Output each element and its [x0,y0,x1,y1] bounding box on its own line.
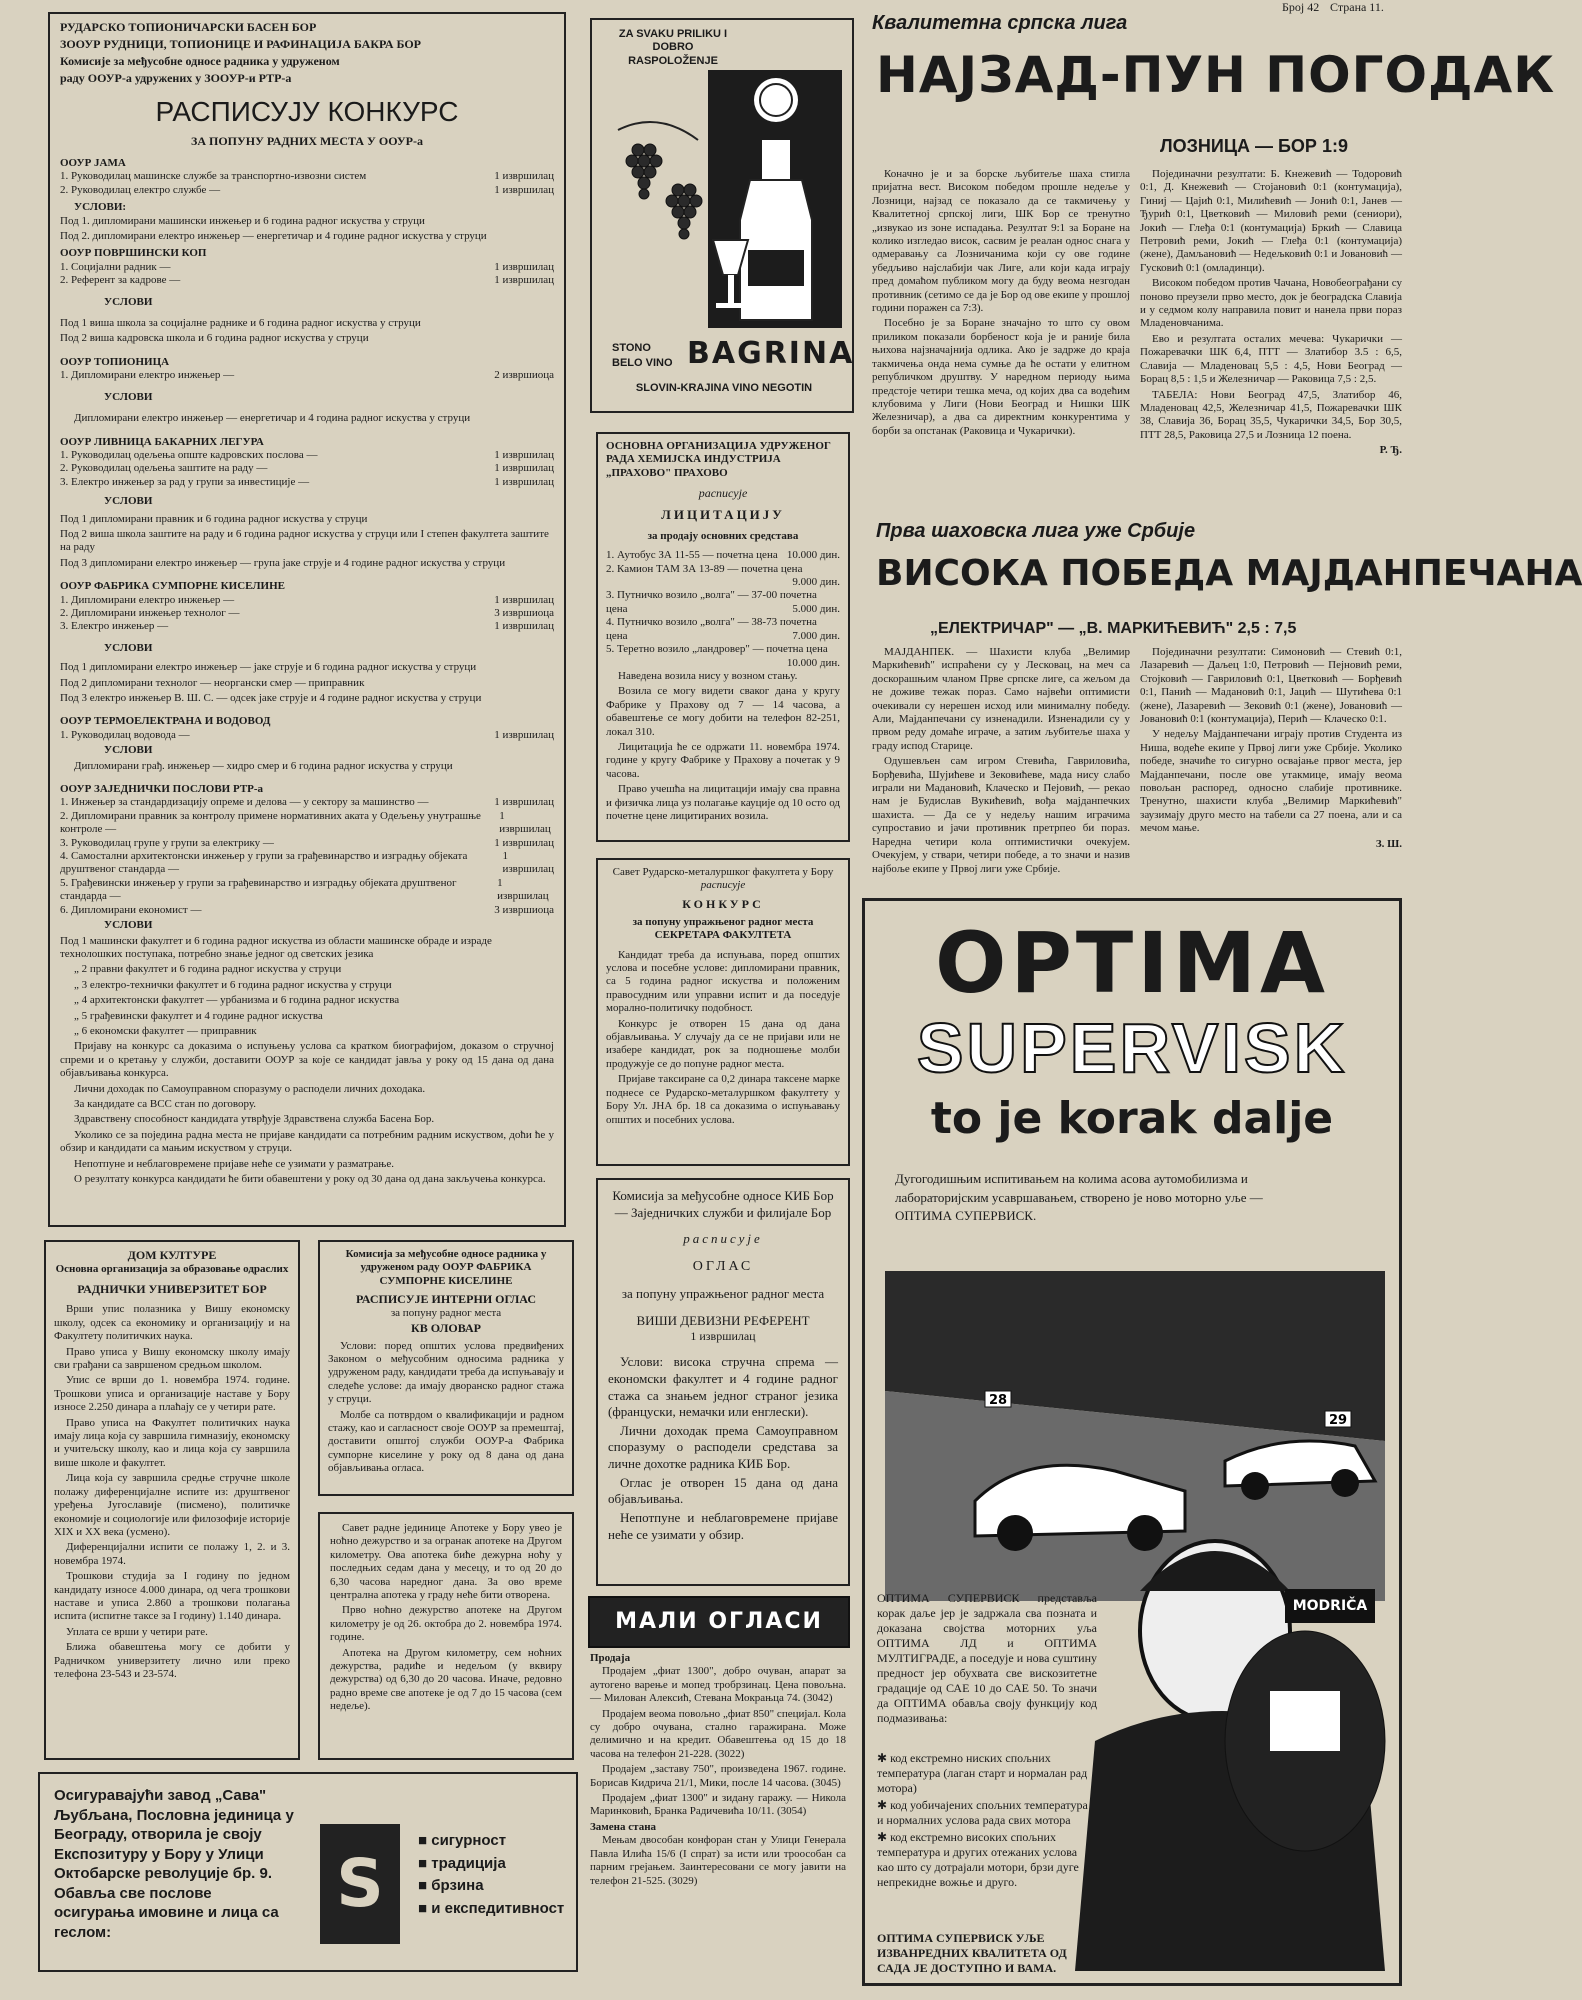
sava-insurance-ad [38,1772,578,1972]
licitacija-body: Наведена возила нису у возном стању. [618,669,798,682]
kib-org: Комисија за међусобне односе КИБ Бор — Заједничких служби и филијале Бор [612,1188,834,1220]
condition-text: Под 2 виша кадровска школа и 6 година радног искуства у струци [60,332,369,345]
condition-text: Под 1 машински факултет и 6 година радног искуства из области машинске обраде и израде технолошких поступака, потребно знање једног од светских језика [60,934,492,960]
motto-item: ■ сигурност [418,1832,507,1849]
mali-oglasi-content [590,1652,846,1890]
apoteka-body: Апотека на Другом километру, сем ноћних дежурства, радиће и недељом (у вквиру дежурства) од 6,30 до 20 часова. Иначе, редовно радно време све апотеке је од 7 до 15 часова (сем недеље). [330,1646,562,1713]
car-number-29: 29 [1329,1413,1348,1428]
position-row: 2. Руководилац електро службе — 1 извршилац [60,183,554,196]
section-head-livnica: ООУР ЛИВНИЦА БАКАРНИХ ЛЕГУРА [60,435,264,448]
classified-ad: Продајем веома повољно „фиат 850" специјал. Кола су добро очувана, стално гаражирана. Може делимично и на кредит. Обавештења од 15 до 18 часова на телефон 21-228. (3022) [590,1707,846,1760]
apoteka-body: Прво ноћно дежурство апотеке на Другом километру је од 26. октобра до 2. новембра 1974. године. [330,1604,562,1644]
chess1-headline: НАЈЗАД-ПУН ПОГОДАК [876,46,1556,104]
bagrina-wine-ad [590,18,854,413]
bagrina-bottom-text: SLOVIN-KRAJINA VINO NEGOTIN [635,382,813,394]
sekretar-konkurs-ad [596,858,850,1166]
optima-body: ОПТИМА СУПЕРВИСК представља корак даље јер је задржала сва позната и доказана својства моторних уља ОПТИМА ЛД и ОПТИМА МУЛТИГРАДЕ, а поседује и нова суштину предност јер обухвата све вискозитетне градације од САЕ 10 до САЕ 50. То значи да ОПТИМА обавља своју функцију код подмазивања: [877,1591,1097,1725]
optima-intro-line: ОПТИМА СУПЕРВИСК. [895,1208,1037,1224]
dom-kulture-org: Основна организација за образовање одраслих [55,1263,289,1275]
mali-oglasi-section: Продаја [590,1652,631,1664]
grapes-icon [626,144,702,239]
licitacija-body: Лицитација ће се одржати 11. новембра 1974. године у кругу Фабрике у Прахову а почетак у 9 часова. [606,740,840,780]
kib-body: Лични доходак према Самоуправном споразуму о расподели средстава за личне дохотке радника КИБ Бор. [608,1422,838,1472]
condition-text: Под 2 дипломирани технолог — неоргански смер — приправник [60,676,365,689]
dom-kulture-body: Врши упис полазника у Вишу економску школу, одсек са економику и организацију и на Факултету политичких наука. [54,1303,290,1343]
apoteka-body: Савет радне јединице Апотеке у Бору увео је ноћно дежурство и за огранак апотеке на Другом километру. Ова апотека биће дежурна ноћу у последњих седам дана у месецу, и то од 20 до 6,30 часова наредног дана. За ово време централна апотека у граду неће бити отворена. [330,1522,562,1602]
position-row: 1. Руководилац водовода — 1 извршилац [60,728,554,741]
sumporna-body: Молбе са потврдом о квалификацији и радном стажу, као и сагласност своје ООУР за премештај, доставити општој служби ООУР-а Фабрика сумпорне киселине у року од 8 дана од дана објављивања огласа. [328,1408,564,1475]
optima-brand: OPTIMA [934,914,1330,1012]
star-icon: ✱ [877,1830,891,1844]
bagrina-brand: BAGRINA [687,336,855,371]
bagrina-top-text: ZA SVAKU PRILIKU I DOBRO RASPOLOŽENJE [618,28,728,67]
optima-bullets [877,1751,1097,1892]
chess2-paragraph: Појединачни резултати: Симоновић — Стевић 0:1, Лазаревић — Даљец 1:0, Петровић — Пејновић реми, Стојковић — Гавриловић 0:1, Цветковић — Борђевић 0:1, Панић — Мадановић 0:1, Јацић — Шутићева 0:1 (жене), Лазаревић — Зековић 0:1 (жене), Јовановић — Јовановић 0:1 (контумација), Перић — Клаческо 0:1. [1140,646,1402,726]
optima-ad [862,898,1402,1986]
section-head-jama: ООУР ЈАМА [60,157,126,169]
sava-mottos [418,1830,564,1920]
optima-bullet: ✱ код екстремно високих спољних температура и других отежаних услова као што су дотрајали мотори, брзи дуге непрекидне вожње и друго. [877,1830,1079,1889]
section-head-kop: ООУР ПОВРШИНСКИ КОП [60,247,207,260]
sekretar-title: КОНКУРС [682,896,764,911]
section-head-fsk: ООУР ФАБРИКА СУМПОРНЕ КИСЕЛИНЕ [60,580,285,593]
condition-text: Под 2. дипломирани електро инжењер — енергетичар и 4 године радног искуства у струци [60,230,487,243]
conditions-head: УСЛОВИ: [74,201,127,214]
chess2-author: З. Ш. [1375,837,1402,850]
sekretar-body: Пријаве таксиране са 0,2 динара таксене марке поднесе се Рударско-металуршком факултету у Бору Ул. ЈНА бр. 18 са доказима о испуњавању општих и посебних услова. [606,1073,840,1126]
licitacija-title: ЛИЦИТАЦИЈУ [661,507,785,523]
sekretar-body: Кандидат треба да испуњава, поред општих услова и посебне услове: дипломирани правник, са 5 година радног искуства и положеним правосудним или управни испит и да поседује морално-политичку подобност. [606,948,840,1015]
konkurs-footer: Непотпуне и неблаговремене пријаве неће се узимати у разматрање. [74,1157,394,1170]
licitacija-item: 2. Камион ТАМ ЗА 13-89 — почетна цена 9.000 дин. [606,562,840,589]
position-row: 1. Дипломирани електро инжењер — 1 извршилац [60,593,554,606]
position-row: 2. Дипломирани правник за контролу примене нормативних аката у Одељењу унутрашње контроле — 1 извршилац [60,809,551,836]
chess2-column-2 [1140,646,1402,853]
kib-body: Услови: висока стручна спрема — економски факултет и 4 године радног стажа са знањем једног страног језика (француски, немачки или енглески). [608,1354,838,1420]
car-number-28: 28 [989,1393,1008,1408]
kib-title: ОГЛАС [692,1258,754,1274]
sumporna-oglas-ad [318,1240,574,1496]
chess1-paragraph: Коначно је и за борске љубитеље шаха стигла пријатна вест. Високом победом прошле недеље у Лозници, најзад се показало да се такмичењу у Квалитетној српској лиги, ШК Бор се тренутно „извукао из зоне испадања. Резултат 9:1 за Боране на колико изгледао висок, сасвим је реалан однос снага у одмеравању са Лозничанима који су ове године убедљиво најслабији чак Лиге, али који када играју пред домаћом публиком могу да буду веома незгодан противник (сетимо се да је Бор од ове екипе у прошлој години поражен са 7:3). [872,168,1130,315]
sumporna-body: Услови: поред општих услова предвиђених Законом о међусобним односима радника у удруженом раду, кандидати треба да испуњавају и следеће услове: да имају дворанско радног стажа у струци. [328,1339,564,1406]
konkurs-org-line: ЗООУР РУДНИЦИ, ТОПИОНИЦЕ И РАФИНАЦИЈА БАКРА БОР [60,37,422,51]
classified-ad: Продајем „фиат 1300" и зидану гаражу. — Никола Маринковић, Бранка Радичевића 10/11. (3054) [590,1792,846,1818]
position-row: 1. Руководилац одељења опште кадровских послова — 1 извршилац [60,448,554,461]
kib-body: Оглас је отворен 15 дана од дана објављивања. [608,1474,838,1507]
square-bullet-icon: ■ [418,1899,432,1917]
optima-bullet: ✱ код екстремно ниских спољних температура (лаган старт и нормалан рад мотора) [877,1751,1088,1795]
sumporna-position: КВ ОЛОВАР [411,1320,481,1335]
belo-vino-label: BELO VINO [612,357,673,369]
kib-verb: расписује [683,1231,763,1247]
konkurs-footer: О резултату конкурса кандидати ће бити обавештени у року од 30 дана од дана закључења конкурса. [74,1173,546,1185]
kib-subtitle: за попуну упражњеног радног места [621,1286,825,1302]
chess2-paragraph: У недељу Мајданпечани играју против Студента из Ниша, водеће екипе у Првој лиги уже Србије. Уколико победе, значиће то сигурно освајање првог места, јер Мајданпечани, после ове утакмице, имају веома повољан распоред, односно слабије противнике. Тренутно, шахисти клуба „Велимир Маркићевић" заузимају друго место на табели са 27 поена, али и са мечом мање. [1140,728,1402,835]
sumporna-title: РАСПИСУЈЕ ИНТЕРНИ ОГЛАС [355,1292,537,1307]
position-row: 3. Електро инжењер — 1 извршилац [60,620,554,633]
kib-position: ВИШИ ДЕВИЗНИ РЕФЕРЕНТ [636,1312,810,1328]
dom-kulture-body: Диференцијални испити се полажу 1, 2. и 3. новембра 1974. [54,1541,290,1567]
position-row: 2. Дипломирани инжењер технолог — 3 извршиоца [60,606,554,619]
chess1-author: Р. Ђ. [1379,444,1402,457]
chess1-paragraph: Високом победом против Чачана, Новобеограђани су поново преузели прво место, док је београдска Славија и у седмом колу направила повит и нанела први пораз Младеновчанима. [1140,277,1402,330]
condition-text: Под 1 дипломирани електро инжењер — јаке струје и 6 година радног искуства у струци [60,661,477,674]
konkurs-org-header [60,20,554,86]
chess1-score: ЛОЗНИЦА — БОР 1:9 [1160,136,1348,156]
licitacija-item: 1. Аутобус ЗА 11-55 — почетна цена 10.000 дин. [606,549,840,562]
condition-text: Дипломирани грађ. инжењер — хидро смер и 6 година радног искуства у струци [74,759,453,772]
licitacija-item: 3. Путничко возило „волга" — 37-00 почетна цена 5.000 дин. [606,589,840,615]
bottle-neck [762,140,790,180]
classified-ad: Продајем „заставу 750", произведена 1967. године. Борисав Кидрича 21/1, Мики, после 14 часова. (3045) [590,1763,846,1789]
condition-text: Под 1 виша школа за социјалне раднике и 6 година радног искуства у струци [60,317,421,330]
chess2-column-1 [872,646,1130,878]
chess1-paragraph: Посебно је за Боране значајно то што су овом приликом показали борбеност која је и раније била њихова најзначајнија одлика. Ако је задрже до краја такмичења онда нема сумње да ће остати у елитном републичком друштву. У наредном периоду њима предстоје четири тешка меча, од којих два са водећим клубовима у Лиги (Нови Београд и Нишки ШК Железничар), а два са директним конкурентима у борби за опстанак (Раковица и Чукарички). [872,317,1130,437]
chess1-paragraph: ТАБЕЛА: Нови Београд 47,5, Златибор 46, Младеновац 42,5, Железничар 41,5, Пожаревачки ШК 38, Славија 36, Борац 35,5, Чукарички 34,5, Бор 30,5, ПТТ 28,5, Раковица 27,5 и Лозница 12 поена. [1140,388,1402,441]
konkurs-footer: За кандидате са ВСС стан по договору. [74,1097,257,1110]
condition-text: „ 2 правни факултет и 6 година радног искуства у струци [74,963,342,976]
position-row: 5. Грађевински инжењер у групи за грађевинарство и изградњу објеката друштвеног стандарда — 1 извршилац [60,876,549,903]
chess1-paragraph: Појединачни резултати: Б. Кнежевић — Тодоровић 0:1, Д. Кнежевић — Стојановић 0:1 (контумација), Гиниј — Цајић 0:1, Милићевић — Јонић 0:1, Јанев — Ђурић 0:1, Цветковић — Миловић реми (сениори), Јокић — Глеђа 0:1 (контумација) Бркић — Славица Петровић реми, Јокић — Глеђа 0:1 (контумација) (жене), Дамљановић — Недељковић 0:1 и Јовановић — Гусковић 0:1 (омладинци). [1140,168,1402,274]
optima-intro-line: лабораторијским усавршавањем, створено је ново моторно уље — [895,1189,1263,1205]
mali-oglasi-banner [588,1596,850,1648]
sekretar-verb: расписује [700,879,746,892]
wine-illustration [598,70,848,330]
section-head-zp: ООУР ЗАЈЕДНИЧКИ ПОСЛОВИ РТР-а [60,783,264,796]
licitacija-item: 4. Путничко возило „волга" — 38-73 почетна цена 7.000 дин. [606,616,840,642]
issue-number: Број 42 [1282,0,1320,14]
dom-kulture-body: Право уписа у Вишу економску школу имају сви грађани са завршеном средњом школом. [54,1345,290,1372]
dom-kulture-body: Право уписа на Факултет политичких наука имају лица која су завршила гимназију, економску и учитељску школу, као и лица која су завршила више школе и факултет. [54,1416,290,1469]
kib-body: Непотпуне и неблаговремене пријаве неће се узимати у обзир. [608,1509,838,1542]
konkurs-rtb-ad [48,12,566,1227]
square-bullet-icon: ■ [418,1832,432,1849]
dom-kulture-body: Упис се врши до 1. новембра 1974. године. Трошкови уписа и организације наставе у Бору износе 2.250 динара а плаћају се у четири рате. [54,1374,290,1414]
licitacija-ad [596,432,850,842]
konkurs-footer: Здравствену способност кандидата утврђује Здравствена служба Басена Бор. [74,1113,435,1126]
motto-item: ■ и експедитивност [418,1899,565,1917]
condition-text: „ 6 економски факултет — приправник [74,1024,257,1037]
position-row: 1. Дипломирани електро инжењер — 2 извршиоца [60,369,554,382]
sava-logo-letter: S [336,1845,384,1922]
konkurs-footer: Пријаву на конкурс са доказима о испуњењу услова са кратком биографијом, доказом о стручној спреми и о кретању у служби, доставити ООУР за које се кандидат јавља у року од 15 дана од дана објављивања конкурса. [60,1040,554,1080]
konkurs-org-line: РУДАРСКО ТОПИОНИЧАРСКИ БАСЕН БОР [60,20,317,34]
position-row: 6. Дипломирани економист — 3 извршиоца [60,903,554,916]
stono-label: STONO [612,342,651,354]
optima-slogan: to je korak dalje [930,1093,1334,1144]
sava-text: Осигуравајући завод „Сава" Љубљана, Пословна јединица у Београду, отворила је своју Експозитуру у Бору у Улици Октобарске револуције бр. 9. Обавља све послове осигурања имовине и лица са геслом: [54,1787,294,1941]
square-bullet-icon: ■ [418,1854,432,1872]
licitacija-verb: расписује [698,486,748,501]
motto-item: ■ традиција [418,1854,506,1872]
condition-text: „ 3 електро-технички факултет и 6 година радног искуства у струци [74,978,392,991]
square-bullet-icon: ■ [418,1877,432,1894]
conditions-head: УСЛОВИ [104,390,153,403]
konkurs-footer: Лични доходак по Самоуправном споразуму о расподели личних доходака. [74,1082,426,1095]
supervisk-brand: SUPERVISK [916,1009,1348,1087]
conditions-head: УСЛОВИ [104,641,153,654]
chess2-paragraph: МАЈДАНПЕК. — Шахисти клуба „Велимир Маркићевић" испраћени су у Лесковац, на меч са доскорашњим чланом Прве српске лиге, са жељом да не доживе тежак пораз. Само највећи оптимисти очекивали су нерешен исход или минималну победу. Али, Мајданпечани су изненадили. Изненадили су у првом реду домаће играче, а затим љубитеље шаха у граду испод Старице. [872,646,1130,752]
dom-kulture-body: Трошкови студија за I годину по једном кандидату износе 4.000 динара, од чега трошкови наставе и уписа 2.860 а трошкови полагања испита (испитне таксе за I годину) 1.140 динара. [54,1570,290,1623]
condition-text: Под 3 електро инжењер В. Ш. С. — одсек јаке струје и 4 године радног искуства у струци [60,692,482,704]
chess1-paragraph: Ево и резултата осталих мечева: Чукарички — Пожаревачки ШК 6,4, ПТТ — Златибор 3.5 : 6,5, Славија — Младеновац 5,5 : 4,5, Нови Београд — Борац 8,5 : 1,5 и Железничар — Раковица 7,5 : 2,5. [1140,332,1402,386]
position-row: 3. Електро инжењер за рад у групи за инвестиције — 1 извршилац [60,475,554,488]
licitacija-subtitle: за продају основних средстава [647,529,799,542]
chess2-kicker: Прва шаховска лига уже Србије [876,520,1196,542]
position-row: 2. Руководилац одељења заштите на раду — 1 извршилац [60,462,554,475]
sekretar-subtitle: за попуну упражњеног радног места СЕКРЕТАРА ФАКУЛТЕТА [632,915,814,942]
sumporna-subtitle: за попуну радног места [390,1307,502,1320]
dom-kulture-ad [44,1240,300,1760]
apoteka-notice [318,1512,574,1760]
dom-kulture-body: Ближа обавештења могу се добити у Радничком универзитету лично или преко телефона 23-543 и 23-574. [54,1641,290,1680]
classified-ad: Продајем „фиат 1300", добро очуван, апарат за аутогено варење и мопед тробрзинац. Цена повољна. — Милован Алексић, Стевана Мокрањца 74. (3042) [590,1665,846,1705]
chess2-headline: ВИСОКА ПОБЕДА МАЈДАНПЕЧАНА [876,553,1582,594]
dom-kulture-body: Лица која су завршила средње стручне школе полажу диференцијалне испите из: друштвеног уређења Југославије (писмено), политичке економије и социологије или филозофије историје XIX и XX века (усмено). [54,1472,290,1538]
sumporna-org: Комисија за међусобне односе радника у удруженом раду ООУР ФАБРИКА СУМПОРНЕ КИСЕЛИНЕ [345,1248,547,1287]
licitacija-body: Право учешћа на лицитацији имају сва правна и физичка лица уз полагање кауције од 10 осто од почетне цене лицитираних возила. [606,783,840,822]
mali-oglasi-section: Замена стана [590,1820,657,1833]
sekretar-body: Конкурс је отворен 15 дана од дана објављивања. У случају да се не пријави или не изабере кандидат, рок за подношење молби продужује се до попуне радног места. [606,1017,840,1070]
modrica-logo: MODRIČA [1285,1589,1375,1623]
konkurs-footer: Уколико се за поједина радна места не пријаве кандидати са потребним радним искуством, доћи ће у обзир и кандидати са мањим искуством у струци. [60,1128,554,1155]
kib-count: 1 извршилац [690,1329,756,1344]
classified-ad: Мењам двособан конфоран стан у Улици Генерала Павла Илића 15/6 (I спрат) за исти или троособан са парним грејањем. Заинтересовани се могу јавити на телефон 21-525. (3029) [590,1834,846,1887]
konkurs-subtitle: ЗА ПОПУНУ РАДНИХ МЕСТА У ООУР-а [190,134,423,148]
star-icon: ✱ [877,1751,891,1765]
condition-text: „ 5 грађевински факултет и 4 године радног искуства [74,1009,323,1022]
position-row: 4. Самостални архитектонски инжењер у групи за грађевинарство и изградњу објеката друштвеног стандарда — 1 извршилац [60,850,554,876]
motto-item: ■ брзина [418,1877,484,1894]
conditions-head: УСЛОВИ [104,495,153,508]
condition-text: Под 1 дипломирани правник и 6 година радног искуства у струци [60,512,368,525]
page-number: Страна 11. [1330,0,1384,14]
radnicki-univerzitet: РАДНИЧКИ УНИВЕРЗИТЕТ БОР [77,1282,267,1297]
position-row: 1. Руководилац машинске службе за транспортно-извозни систем 1 извршилац [60,170,554,183]
optima-intro [895,1171,1375,1227]
mali-oglasi-title: МАЛИ ОГЛАСИ [615,1609,823,1634]
position-row: 2. Референт за кадрове — 1 извршилац [60,274,554,287]
chess2-paragraph: Одушевљен сам игром Стевића, Гавриловића, Борђевића, Шујићеве и Зековићеве, мада нису слабо играли ни Мадановић, Клаческо и Пејовић, — рекао нам је Будислав Вукићевић, вођа мајданпечких шахиста. — Да се у недељу нашим играчима супроставио и јачи противник претрпео би пораз. Наредна четири кола оптимистички очекујем. Очекујем, у ствари, четири победе, а то значи и назив најбоље екипе у Првој лиги уже Србије. [872,755,1130,875]
condition-text: Под 2 виша школа заштите на раду и 6 година радног искуства у струци или I степен факултета заштите на раду [60,527,549,554]
position-row: 1. Инжењер за стандардизацију опреме и делова — у сектору за машинство — 1 извршилац [60,796,554,809]
condition-text: Дипломирани електро инжењер — енергетичар и 4 година радног искуства у струци [74,412,471,425]
vine-stem [618,122,698,140]
dom-kulture-head: ДОМ КУЛТУРЕ [127,1248,217,1262]
conditions-head: УСЛОВИ [104,295,153,308]
licitacija-body: Возила се могу видети сваког дана у кругу Фабрике у Прахову од 7 — 14 часова, а обавештење се могу добити на телефон 82-251, локал 310. [606,685,840,738]
condition-text: Под 3 дипломирани електро инжењер — група јаке струје и 4 године радног искуства у струци [60,556,506,569]
chess1-column-2 [1140,168,1402,460]
position-row: 1. Социјални радник — 1 извршилац [60,260,554,273]
section-head-te: ООУР ТЕРМОЕЛЕКТРАНА И ВОДОВОД [60,715,271,728]
optima-intro-line: Дугогодишњим испитивањем на колима асова аутомобилизма и [895,1171,1248,1186]
condition-text: „ 4 архитектонски факултет — урбанизма и 6 година радног искуства [74,994,400,1007]
position-row: 3. Руководилац групе у групи за електрику — 1 извршилац [60,836,554,849]
star-icon: ✱ [877,1798,891,1812]
optima-bullet: ✱ код уобичајених спољних температура и нормалних услова рада свих мотора [877,1798,1088,1827]
condition-text: Под 1. дипломирани машински инжењер и 6 година радног искуства у струци [60,214,425,227]
optima-closing: ОПТИМА СУПЕРВИСК УЉЕ ИЗВАНРЕДНИХ КВАЛИТЕТА ОД САДА ЈЕ ДОСТУПНО И ВАМА. [877,1931,1067,1975]
chess1-kicker: Квалитетна српска лига [872,12,1128,34]
sekretar-org: Савет Рударско-металуршког факултета у Бору [612,866,834,878]
licitacija-org: ОСНОВНА ОРГАНИЗАЦИЈА УДРУЖЕНОГ РАДА ХЕМИЈСКА ИНДУСТРИЈА „ПРАХОВО" ПРАХОВО [606,440,831,479]
kib-oglas-ad [596,1178,850,1586]
conditions-head: УСЛОВИ [104,919,153,932]
section-head-topionica: ООУР ТОПИОНИЦА [60,355,170,368]
konkurs-org-line: Комисије за међусобне односе радника у удруженом [60,54,340,68]
chess2-score: „ЕЛЕКТРИЧАР" — „В. МАРКИЋЕВИЋ" 2,5 : 7,5 [930,620,1297,637]
chess1-column-1 [872,168,1130,440]
sava-logo [320,1824,400,1944]
conditions-head: УСЛОВИ [104,744,153,757]
licitacija-item: 5. Теретно возило „ландровер" — почетна цена 10.000 дин. [606,643,840,669]
konkurs-org-line: раду ООУР-а удружених у ЗООУР-и РТР-а [60,71,292,85]
dom-kulture-body: Уплата се врши у четири рате. [66,1625,208,1638]
konkurs-title: РАСПИСУЈУ КОНКУРС [155,96,459,127]
